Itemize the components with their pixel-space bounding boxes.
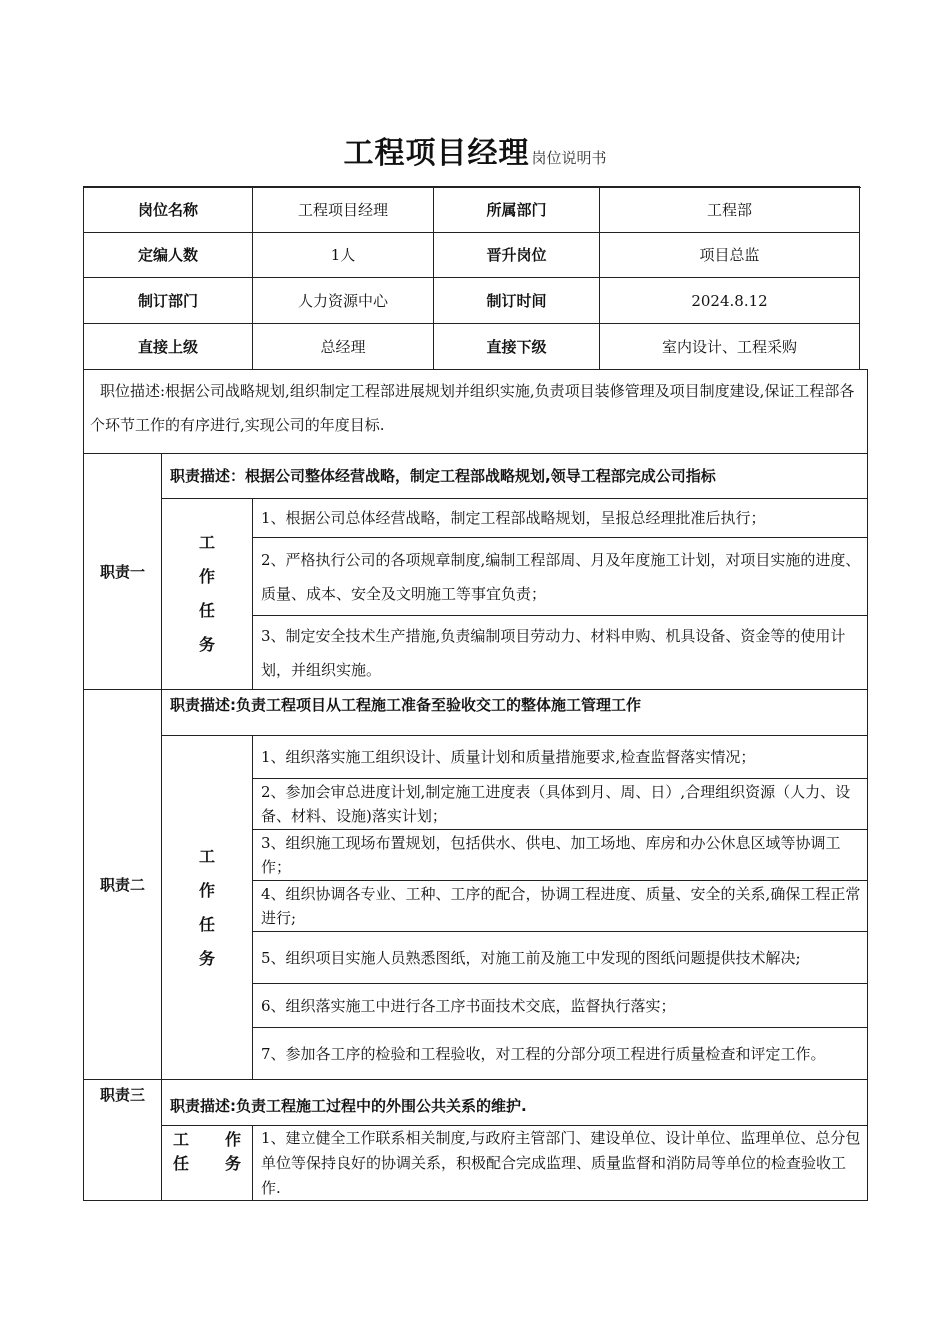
value-superior: 总经理 (252, 323, 434, 370)
value-promotion: 项目总监 (599, 232, 860, 278)
task-label-line1: 工 作 (199, 846, 272, 900)
duty-3-description-text: 职责描述:负责工程施工过程中的外围公共关系的维护. (170, 1096, 527, 1115)
duty-2-name (83, 689, 162, 1080)
task-label-line2: 任 务 (172, 1154, 251, 1173)
duty-1-description: 职责描述：根据公司整体经营战略，制定工程部战略规划,领导工程部完成公司指标 (161, 453, 868, 499)
duty-2-task-4 (252, 880, 868, 932)
duty-2-task-5-text: 5、组织项目实施人员熟悉图纸，对施工前及施工中发现的图纸问题提供技术解决; (261, 948, 801, 967)
duty-3-name-text: 职责三 (99, 1086, 145, 1104)
label-drafting-dept: 制订部门 (83, 277, 253, 324)
duty-3-task-label (161, 1125, 253, 1201)
label-promotion: 晋升岗位 (433, 232, 600, 278)
duty-2-task-7 (252, 1027, 868, 1080)
title-sub: 岗位说明书 (531, 149, 607, 167)
duty-3-task-1-text: 1、建立健全工作联系相关制度,与政府主管部门、建设单位、设计单位、监理单位、总分包单位等保持良好的协调关系，积极配合完成监理、质量监督和消防局等单位的检查验收工作. (261, 1129, 861, 1197)
duty-1-task-1-text: 1、根据公司总体经营战略，制定工程部战略规划，呈报总经理批准后执行； (261, 509, 766, 527)
duty-2-task-1-text: 1、组织落实施工组织设计、质量计划和质量措施要求,检查监督落实情况； (261, 748, 756, 766)
duty-2-task-2 (252, 778, 868, 830)
duty-1-task-2 (252, 537, 868, 616)
duty-2-task-4-text: 4、组织协调各专业、工种、工序的配合，协调工程进度、质量、安全的关系,确保工程正常进行; (261, 885, 861, 927)
label-department: 所属部门 (433, 186, 600, 233)
value-headcount: 1人 (252, 232, 434, 278)
duty-2-task-2-text: 2、参加会审总进度计划,制定施工进度表（具体到月、周、日）,合理组织资源（人力、设备、材料、设施)落实计划； (261, 783, 851, 825)
duty-1-name-text: 职责一 (99, 562, 145, 581)
duty-1-task-2-text: 2、严格执行公司的各项规章制度,编制工程部周、月及年度施工计划，对项目实施的进度、质量、成本、安全及文明施工等事宜负责； (261, 550, 861, 603)
duty-1-task-3 (252, 615, 868, 690)
value-drafting-dept: 人力资源中心 (252, 277, 434, 324)
label-subordinate: 直接下级 (433, 323, 600, 370)
value-subordinate: 室内设计、工程采购 (599, 323, 860, 370)
duty-1-task-3-text: 3、制定安全技术生产措施,负责编制项目劳动力、材料申购、机具设备、资金等的使用计划，并组织实施。 (261, 626, 846, 679)
title-main: 工程项目经理 (343, 136, 530, 171)
duty-3-name (83, 1079, 162, 1201)
duty-2-task-3 (252, 829, 868, 881)
label-superior: 直接上级 (83, 323, 253, 370)
duty-2-task-label (161, 735, 272, 1080)
duty-2-task-7-text: 7、参加各工序的检验和工程验收，对工程的分部分项工程进行质量检查和评定工作。 (261, 1044, 826, 1063)
duty-3-description (161, 1079, 868, 1126)
duty-2-name-text: 职责二 (99, 875, 145, 894)
duty-2-task-label-text (161, 840, 272, 976)
value-drafting-date: 2024.8.12 (599, 277, 860, 324)
duty-1-task-1 (252, 498, 868, 538)
duty-2-task-5 (252, 931, 868, 984)
duty-2-description-text: 职责描述:负责工程项目从工程施工准备至验收交工的整体施工管理工作 (170, 696, 642, 714)
label-position-name: 岗位名称 (83, 186, 253, 233)
duty-2-description (161, 689, 868, 736)
task-label-line1: 工 作 (172, 1130, 251, 1149)
duty-2-task-3-text: 3、组织施工现场布置规划，包括供水、供电、加工场地、库房和办公休息区域等协调工作； (261, 834, 841, 876)
value-position-name: 工程项目经理 (252, 186, 434, 233)
task-label-line2: 任 务 (199, 914, 272, 968)
duty-1-task-label-text (161, 526, 272, 662)
duty-3-task-1 (252, 1125, 868, 1201)
task-label-line1: 工 作 (199, 533, 272, 586)
duty-2-task-6-text: 6、组织落实施工中进行各工序书面技术交底，监督执行落实； (261, 996, 676, 1015)
duty-2-task-6 (252, 983, 868, 1028)
label-drafting-date: 制订时间 (433, 277, 600, 324)
duty-1-name (83, 453, 162, 690)
label-headcount: 定编人数 (83, 232, 253, 278)
position-overview (83, 369, 868, 454)
duty-2-task-1 (252, 735, 868, 779)
value-department: 工程部 (599, 186, 860, 233)
task-label-line2: 任 务 (199, 601, 272, 654)
duty-3-task-label-text (163, 1128, 251, 1176)
position-overview-text: 职位描述:根据公司战略规划,组织制定工程部进展规划并组织实施,负责项目装修管理及项目制度建设,保证工程部各个环节工作的有序进行,实现公司的年度目标. (90, 382, 855, 434)
duty-1-task-label (161, 498, 272, 690)
